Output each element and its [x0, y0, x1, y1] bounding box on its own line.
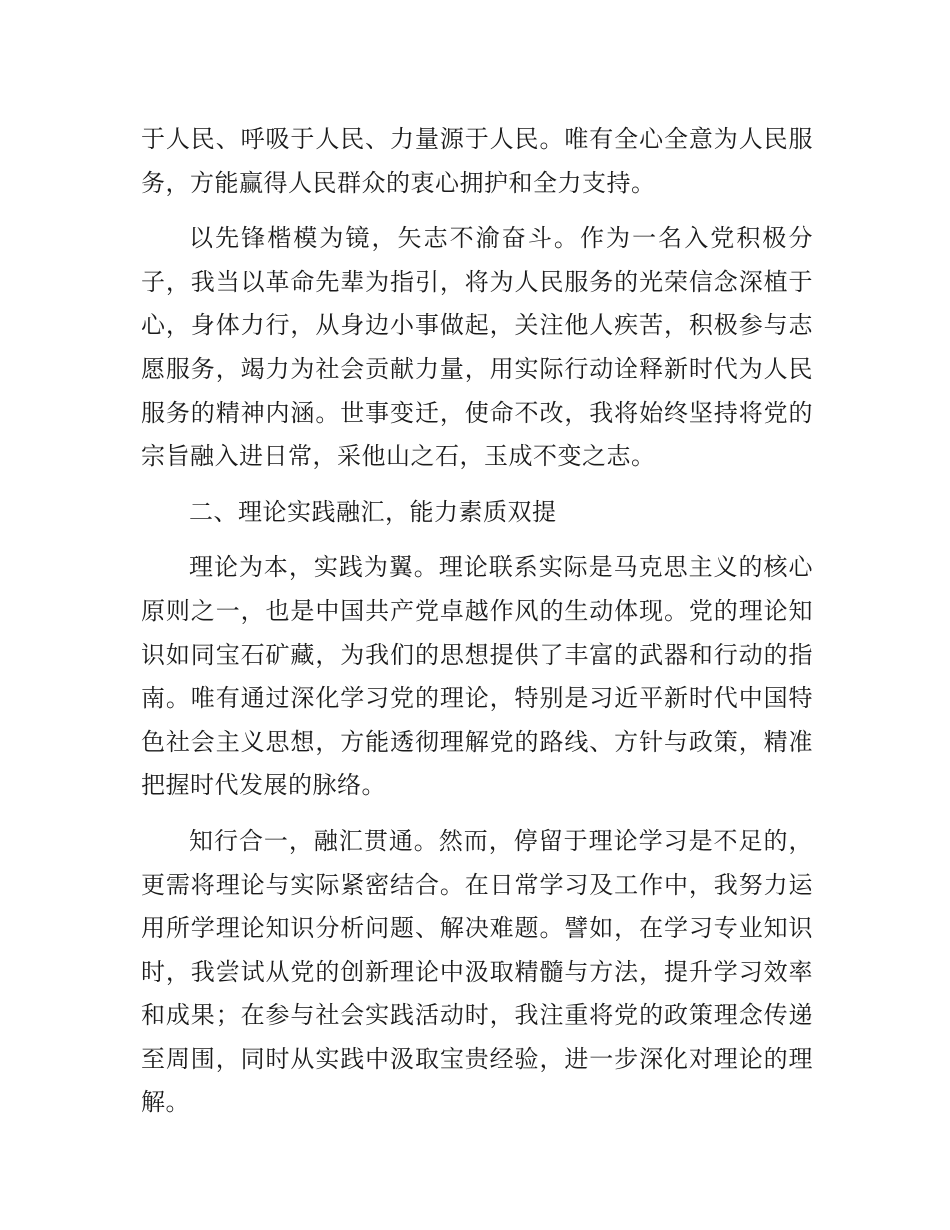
paragraph-continuation: 于人民、呼吸于人民、力量源于人民。唯有全心全意为人民服务，方能赢得人民群众的衷心拥护和全力支持。 [141, 125, 813, 197]
paragraph-practice: 知行合一，融汇贯通。然而，停留于理论学习是不足的，更需将理论与实际紧密结合。在日常学习及工作中，我努力运用所学理论知识分析问题、解决难题。譬如，在学习专业知识时，我尝试从党的创新理论中汲取精髓与方法，提升学习效率和成果；在参与社会实践活动时，我注重将党的政策理念传递至周围，同时从实践中汲取宝贵经验，进一步深化对理论的理解。 [141, 826, 813, 1117]
paragraph-theory: 理论为本，实践为翼。理论联系实际是马克思主义的核心原则之一，也是中国共产党卓越作风的生动体现。党的理论知识如同宝石矿藏，为我们的思想提供了丰富的武器和行动的指南。唯有通过深化学习党的理论，特别是习近平新时代中国特色社会主义思想，方能透彻理解党的路线、方针与政策，精准把握时代发展的脉络。 [141, 553, 813, 800]
section-heading: 二、理论实践融汇，能力素质双提 [189, 497, 557, 526]
document-body [141, 118, 813, 1125]
paragraph-role-model: 以先锋楷模为镜，矢志不渝奋斗。作为一名入党积极分子，我当以革命先辈为指引，将为人民服务的光荣信念深植于心，身体力行，从身边小事做起，关注他人疾苦，积极参与志愿服务，竭力为社会贡献力量，用实际行动诠释新时代为人民服务的精神内涵。世事变迁，使命不改，我将始终坚持将党的宗旨融入进日常，采他山之石，玉成不变之志。 [141, 224, 813, 471]
